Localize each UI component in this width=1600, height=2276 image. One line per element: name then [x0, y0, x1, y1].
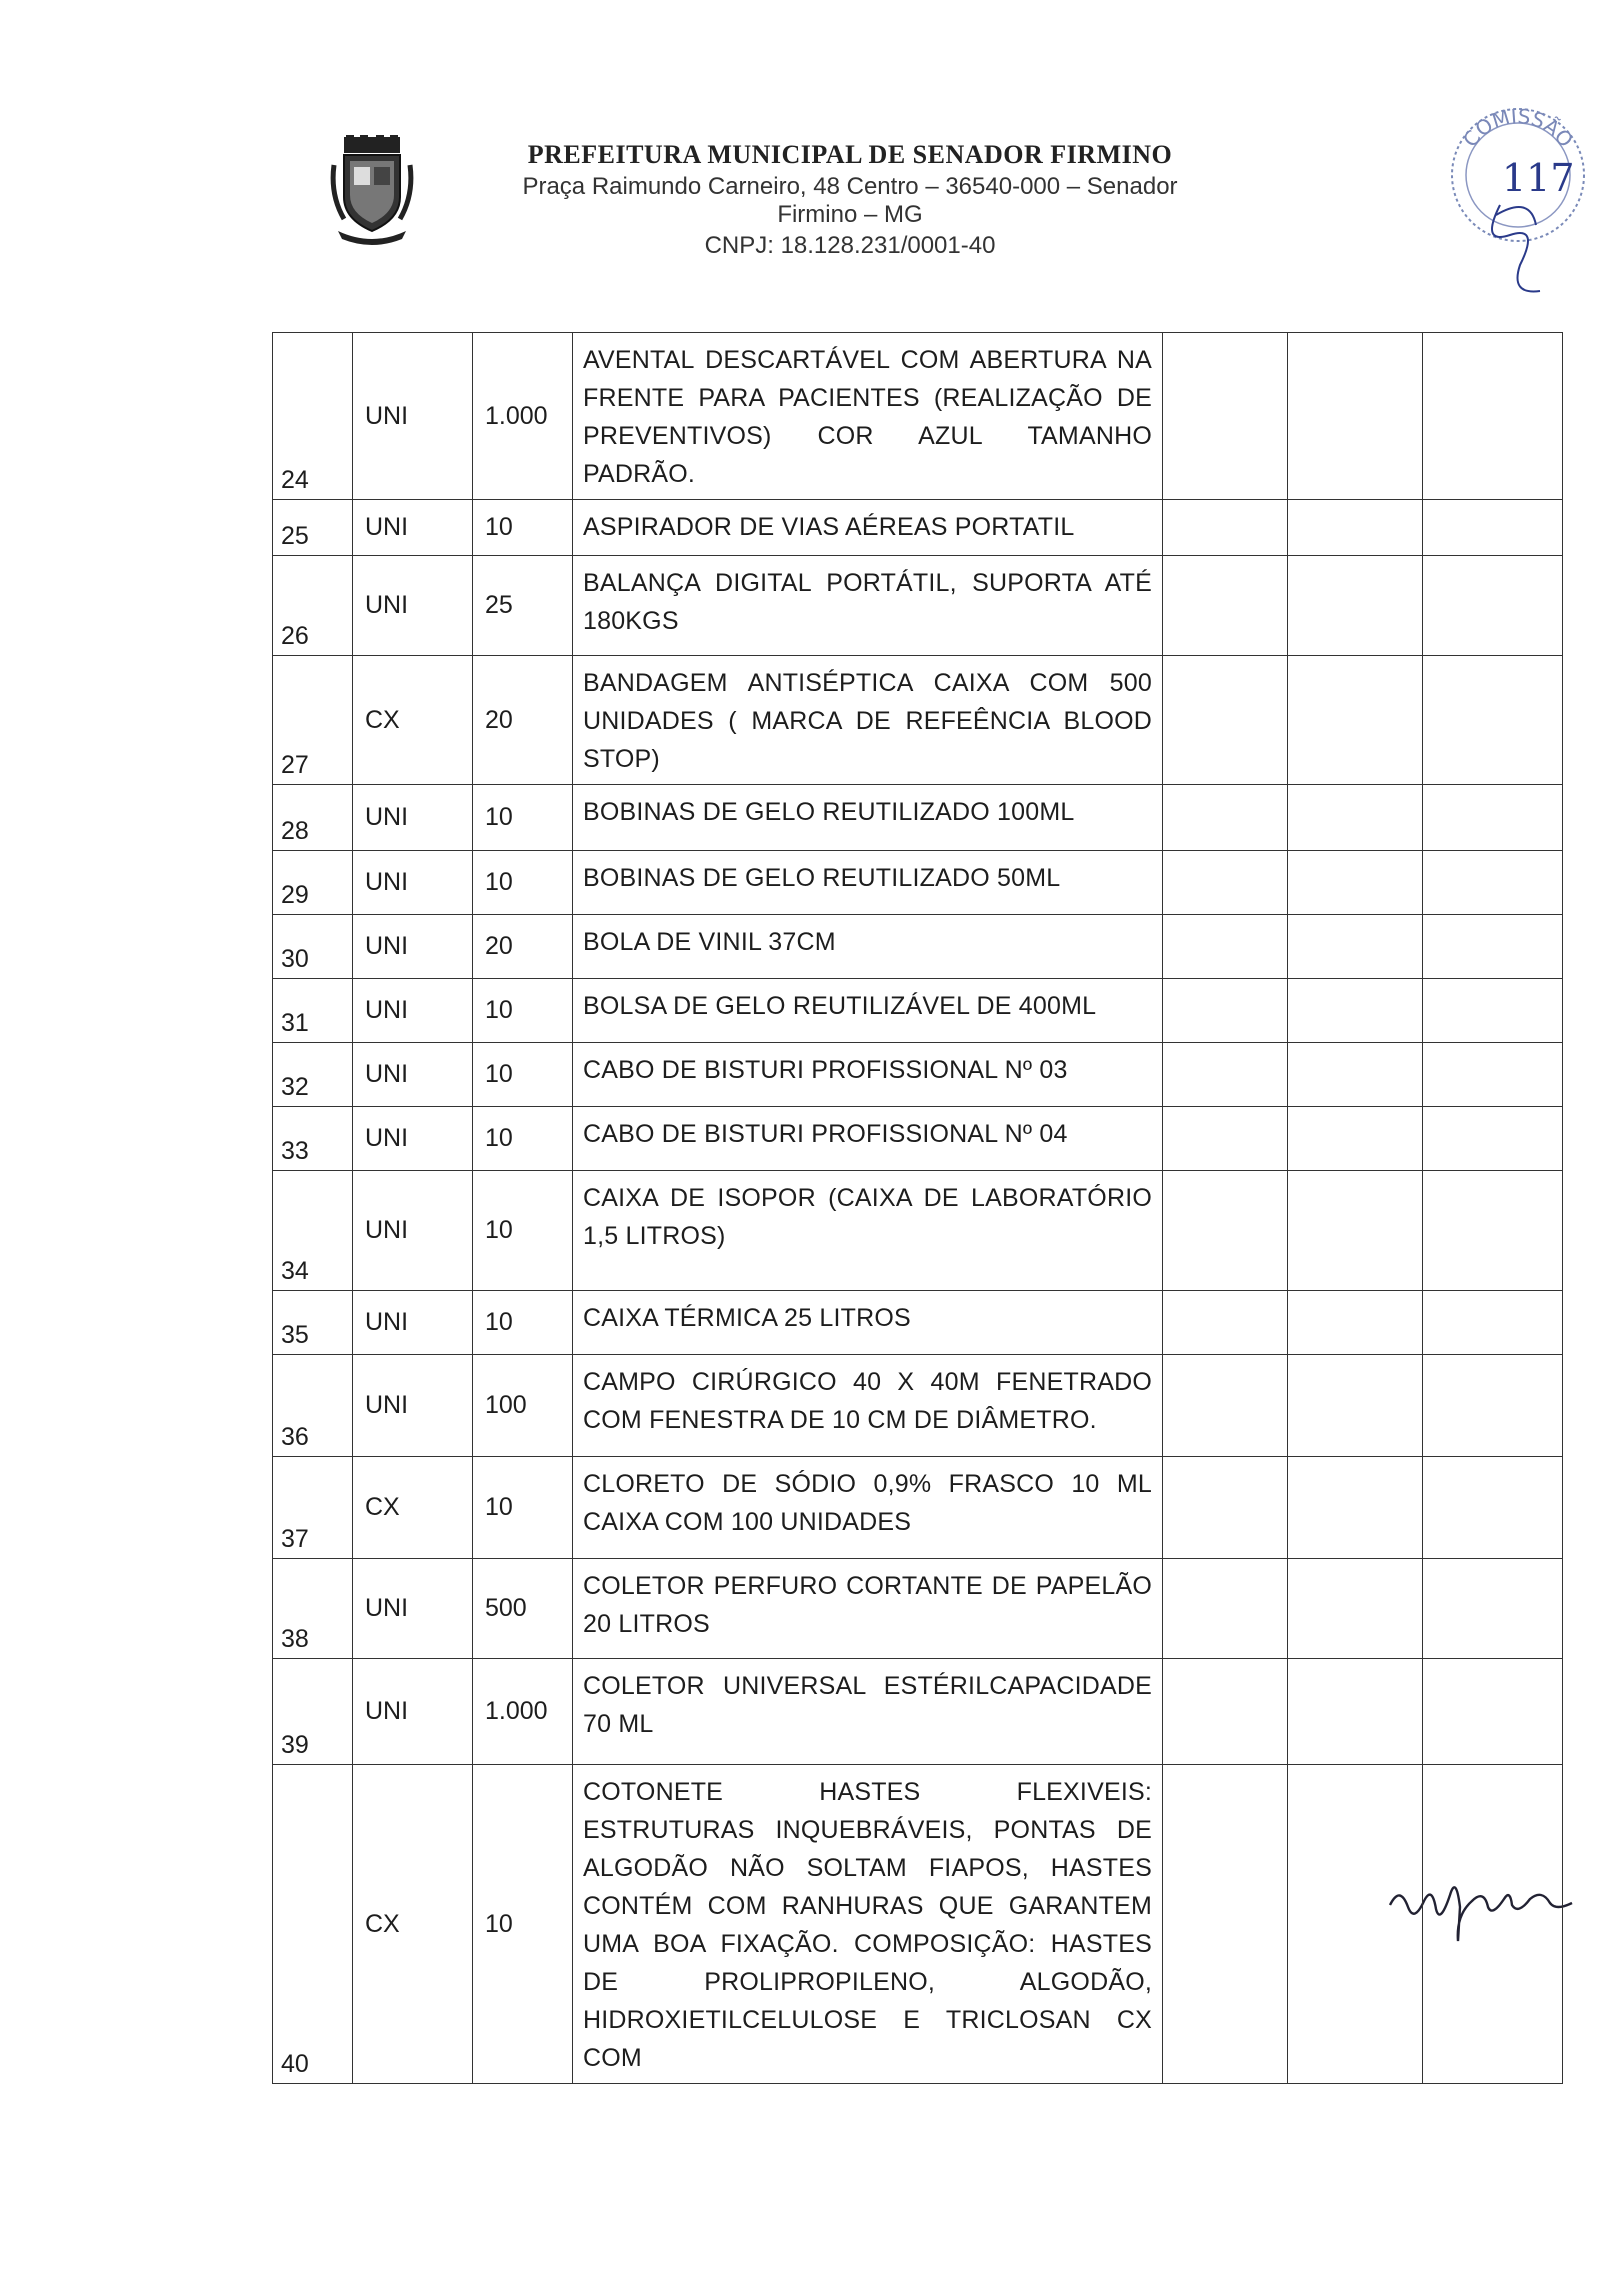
- item-number: 36: [273, 1355, 353, 1457]
- table-row: [273, 1765, 1563, 2084]
- empty-cell: [1163, 1765, 1288, 2084]
- item-description: CAIXA TÉRMICA 25 LITROS: [573, 1291, 1163, 1355]
- empty-cell: [1423, 1171, 1563, 1291]
- empty-cell: [1163, 1043, 1288, 1107]
- table-row: [273, 1659, 1563, 1765]
- item-unit: UNI: [353, 915, 473, 979]
- empty-cell: [1288, 1043, 1423, 1107]
- item-unit: UNI: [353, 1291, 473, 1355]
- item-quantity: 10: [473, 979, 573, 1043]
- item-quantity: 25: [473, 556, 573, 656]
- empty-cell: [1423, 785, 1563, 851]
- table-row: [273, 1355, 1563, 1457]
- empty-cell: [1423, 1457, 1563, 1559]
- item-description: ASPIRADOR DE VIAS AÉREAS PORTATIL: [573, 500, 1163, 556]
- letterhead: [480, 140, 1220, 260]
- item-unit: CX: [353, 1457, 473, 1559]
- empty-cell: [1288, 915, 1423, 979]
- empty-cell: [1423, 1659, 1563, 1765]
- empty-cell: [1163, 1171, 1288, 1291]
- empty-cell: [1423, 979, 1563, 1043]
- empty-cell: [1163, 785, 1288, 851]
- item-number: 34: [273, 1171, 353, 1291]
- item-unit: UNI: [353, 1355, 473, 1457]
- table-row: [273, 785, 1563, 851]
- empty-cell: [1163, 333, 1288, 500]
- empty-cell: [1288, 656, 1423, 785]
- address-line: Praça Raimundo Carneiro, 48 Centro – 36540-000 – Senador Firmino – MG: [522, 173, 1178, 228]
- empty-cell: [1423, 915, 1563, 979]
- empty-cell: [1288, 785, 1423, 851]
- empty-cell: [1288, 333, 1423, 500]
- table-row: [273, 1291, 1563, 1355]
- item-description: BOLSA DE GELO REUTILIZÁVEL DE 400ML: [573, 979, 1163, 1043]
- item-description: BOBINAS DE GELO REUTILIZADO 50ML: [573, 851, 1163, 915]
- item-number: 35: [273, 1291, 353, 1355]
- empty-cell: [1288, 1291, 1423, 1355]
- item-unit: UNI: [353, 556, 473, 656]
- empty-cell: [1423, 1355, 1563, 1457]
- table-row: [273, 915, 1563, 979]
- item-quantity: 20: [473, 656, 573, 785]
- item-number: 26: [273, 556, 353, 656]
- item-description: AVENTAL DESCARTÁVEL COM ABERTURA NA FRENTE PARA PACIENTES (REALIZAÇÃO DE PREVENTIVOS) COR AZUL TAMANHO PADRÃO.: [573, 333, 1163, 500]
- item-description: BANDAGEM ANTISÉPTICA CAIXA COM 500 UNIDADES ( MARCA DE REFEÊNCIA BLOOD STOP): [573, 656, 1163, 785]
- item-description: BOLA DE VINIL 37CM: [573, 915, 1163, 979]
- item-quantity: 10: [473, 1457, 573, 1559]
- item-number: 24: [273, 333, 353, 500]
- table-row: [273, 656, 1563, 785]
- item-description: CLORETO DE SÓDIO 0,9% FRASCO 10 ML CAIXA COM 100 UNIDADES: [573, 1457, 1163, 1559]
- table-row: [273, 1043, 1563, 1107]
- item-number: 29: [273, 851, 353, 915]
- item-number: 28: [273, 785, 353, 851]
- item-number: 27: [273, 656, 353, 785]
- item-unit: UNI: [353, 1107, 473, 1171]
- empty-cell: [1423, 1559, 1563, 1659]
- item-quantity: 1.000: [473, 333, 573, 500]
- empty-cell: [1163, 656, 1288, 785]
- item-number: 39: [273, 1659, 353, 1765]
- table-row: [273, 1171, 1563, 1291]
- empty-cell: [1163, 1355, 1288, 1457]
- items-table: [272, 332, 1563, 2084]
- empty-cell: [1288, 1171, 1423, 1291]
- table-row: [273, 500, 1563, 556]
- empty-cell: [1163, 1457, 1288, 1559]
- item-description: BALANÇA DIGITAL PORTÁTIL, SUPORTA ATÉ 180KGS: [573, 556, 1163, 656]
- item-number: 31: [273, 979, 353, 1043]
- empty-cell: [1288, 851, 1423, 915]
- item-unit: UNI: [353, 785, 473, 851]
- item-description: CAMPO CIRÚRGICO 40 X 40M FENETRADO COM FENESTRA DE 10 CM DE DIÂMETRO.: [573, 1355, 1163, 1457]
- item-number: 37: [273, 1457, 353, 1559]
- item-unit: UNI: [353, 1043, 473, 1107]
- item-unit: UNI: [353, 1171, 473, 1291]
- table-row: [273, 1559, 1563, 1659]
- item-number: 25: [273, 500, 353, 556]
- item-description: CAIXA DE ISOPOR (CAIXA DE LABORATÓRIO 1,5 LITROS): [573, 1171, 1163, 1291]
- item-quantity: 500: [473, 1559, 573, 1659]
- item-unit: UNI: [353, 979, 473, 1043]
- empty-cell: [1288, 1107, 1423, 1171]
- item-unit: UNI: [353, 851, 473, 915]
- item-quantity: 10: [473, 1291, 573, 1355]
- empty-cell: [1423, 1291, 1563, 1355]
- item-unit: UNI: [353, 1559, 473, 1659]
- item-quantity: 10: [473, 1107, 573, 1171]
- empty-cell: [1288, 1457, 1423, 1559]
- item-number: 33: [273, 1107, 353, 1171]
- item-number: 32: [273, 1043, 353, 1107]
- item-quantity: 10: [473, 500, 573, 556]
- empty-cell: [1288, 1659, 1423, 1765]
- item-quantity: 10: [473, 1765, 573, 2084]
- empty-cell: [1288, 556, 1423, 656]
- item-description: BOBINAS DE GELO REUTILIZADO 100ML: [573, 785, 1163, 851]
- item-quantity: 100: [473, 1355, 573, 1457]
- table-row: [273, 333, 1563, 500]
- stamp-number: 117: [1502, 156, 1575, 200]
- item-quantity: 1.000: [473, 1659, 573, 1765]
- empty-cell: [1288, 1355, 1423, 1457]
- empty-cell: [1288, 979, 1423, 1043]
- item-quantity: 20: [473, 915, 573, 979]
- empty-cell: [1423, 1107, 1563, 1171]
- item-quantity: 10: [473, 1043, 573, 1107]
- table-row: [273, 556, 1563, 656]
- empty-cell: [1163, 1559, 1288, 1659]
- item-number: 30: [273, 915, 353, 979]
- item-number: 40: [273, 1765, 353, 2084]
- empty-cell: [1163, 1107, 1288, 1171]
- empty-cell: [1423, 1765, 1563, 2084]
- item-description: CABO DE BISTURI PROFISSIONAL Nº 04: [573, 1107, 1163, 1171]
- item-unit: UNI: [353, 500, 473, 556]
- empty-cell: [1163, 1659, 1288, 1765]
- empty-cell: [1163, 979, 1288, 1043]
- empty-cell: [1423, 500, 1563, 556]
- item-unit: UNI: [353, 1659, 473, 1765]
- empty-cell: [1423, 851, 1563, 915]
- empty-cell: [1163, 500, 1288, 556]
- empty-cell: [1163, 915, 1288, 979]
- empty-cell: [1288, 1559, 1423, 1659]
- empty-cell: [1423, 656, 1563, 785]
- item-description: COLETOR PERFURO CORTANTE DE PAPELÃO 20 LITROS: [573, 1559, 1163, 1659]
- cnpj-line: CNPJ: 18.128.231/0001-40: [704, 232, 996, 259]
- empty-cell: [1163, 851, 1288, 915]
- item-unit: CX: [353, 1765, 473, 2084]
- item-description: CABO DE BISTURI PROFISSIONAL Nº 03: [573, 1043, 1163, 1107]
- item-description: COTONETE HASTES FLEXIVEIS: ESTRUTURAS INQUEBRÁVEIS, PONTAS DE ALGODÃO NÃO SOLTAM FIAPOS, HASTES CONTÉM COM RANHURAS QUE GARANTEM UMA BOA FIXAÇÃO. COMPOSIÇÃO: HASTES DE PROLIPROPILENO, ALGODÃO, HIDROXIETILCELULOSE E TRICLOSAN CX COM: [573, 1765, 1163, 2084]
- item-unit: UNI: [353, 333, 473, 500]
- empty-cell: [1288, 1765, 1423, 2084]
- empty-cell: [1423, 1043, 1563, 1107]
- table-row: [273, 851, 1563, 915]
- commission-stamp: [1440, 95, 1590, 305]
- page-title: PREFEITURA MUNICIPAL DE SENADOR FIRMINO: [527, 140, 1173, 169]
- item-unit: CX: [353, 656, 473, 785]
- item-description: COLETOR UNIVERSAL ESTÉRILCAPACIDADE 70 ML: [573, 1659, 1163, 1765]
- item-quantity: 10: [473, 1171, 573, 1291]
- empty-cell: [1163, 556, 1288, 656]
- item-number: 38: [273, 1559, 353, 1659]
- empty-cell: [1423, 556, 1563, 656]
- empty-cell: [1423, 333, 1563, 500]
- empty-cell: [1288, 500, 1423, 556]
- stamp-text: COMISSÃO: [1458, 104, 1579, 152]
- coat-of-arms-logo: [330, 135, 414, 250]
- table-row: [273, 979, 1563, 1043]
- item-quantity: 10: [473, 785, 573, 851]
- item-quantity: 10: [473, 851, 573, 915]
- table-row: [273, 1107, 1563, 1171]
- empty-cell: [1163, 1291, 1288, 1355]
- table-row: [273, 1457, 1563, 1559]
